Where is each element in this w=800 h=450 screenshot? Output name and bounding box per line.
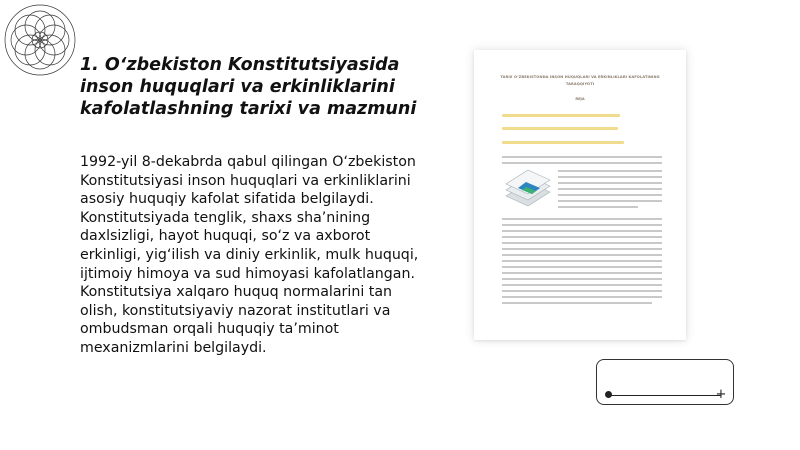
text-line <box>502 290 662 292</box>
text-line <box>558 176 662 178</box>
highlighted-line <box>502 114 620 117</box>
navigation-track[interactable] <box>609 395 721 396</box>
text-line <box>558 206 638 208</box>
text-line <box>502 254 662 256</box>
text-line <box>502 284 662 286</box>
text-line <box>558 170 662 172</box>
text-line <box>502 162 662 164</box>
plus-icon[interactable]: + <box>715 387 727 402</box>
highlighted-line <box>502 141 624 144</box>
document-preview[interactable] <box>474 50 686 340</box>
text-line <box>502 266 662 268</box>
spirograph-circle-logo-icon <box>2 2 78 78</box>
text-line <box>502 156 662 158</box>
text-line <box>558 200 662 202</box>
text-line <box>502 236 662 238</box>
playhead-dot-icon[interactable] <box>605 391 612 398</box>
text-line <box>558 188 662 190</box>
text-line <box>502 224 662 226</box>
highlighted-line <box>502 127 618 130</box>
text-line <box>502 218 662 220</box>
slide-navigation-control[interactable] <box>596 359 734 405</box>
text-line <box>558 194 662 196</box>
text-line <box>558 182 662 184</box>
text-line <box>502 302 652 304</box>
text-line <box>502 242 662 244</box>
document-heading: TARIX O‘ZBEKISTONDA INSON HUQUQLARI VA ERKINLIKLARI KAFOLATINING TARAQQIYOTI <box>500 75 660 86</box>
document-section-label: REJA <box>575 97 585 101</box>
text-line <box>502 296 662 298</box>
slide-body-text: 1992-yil 8-dekabrda qabul qilingan O‘zbekiston Konstitutsiyasi inson huquqlari va erkinliklarini asosiy huquqiy kafolat sifatida belgilaydi. Konstitutsiyada tenglik, shaxs sha’nining daxlsizligi, hayot huquqi, so‘z va axborot erkinligi, yig‘ilish va diniy erkinlik, mulk huquqi, ijtimoiy himoya va sud himoyasi kafolatlangan. Konstitutsiya xalqaro huquq normalarini tan olish, konstitutsiyaviy nazorat institutlari va ombudsman orqali huquqiy ta’minot mexanizmlarini belgilaydi. <box>80 154 419 356</box>
text-line <box>502 230 662 232</box>
slide-title: 1. O‘zbekiston Konstitutsiyasida inson huquqlari va erkinliklarini kafolatlashning tarixi va mazmuni <box>80 55 417 119</box>
text-line <box>502 278 662 280</box>
text-line <box>502 272 662 274</box>
text-line <box>502 248 662 250</box>
text-line <box>502 260 662 262</box>
book-stack-icon <box>502 168 554 212</box>
